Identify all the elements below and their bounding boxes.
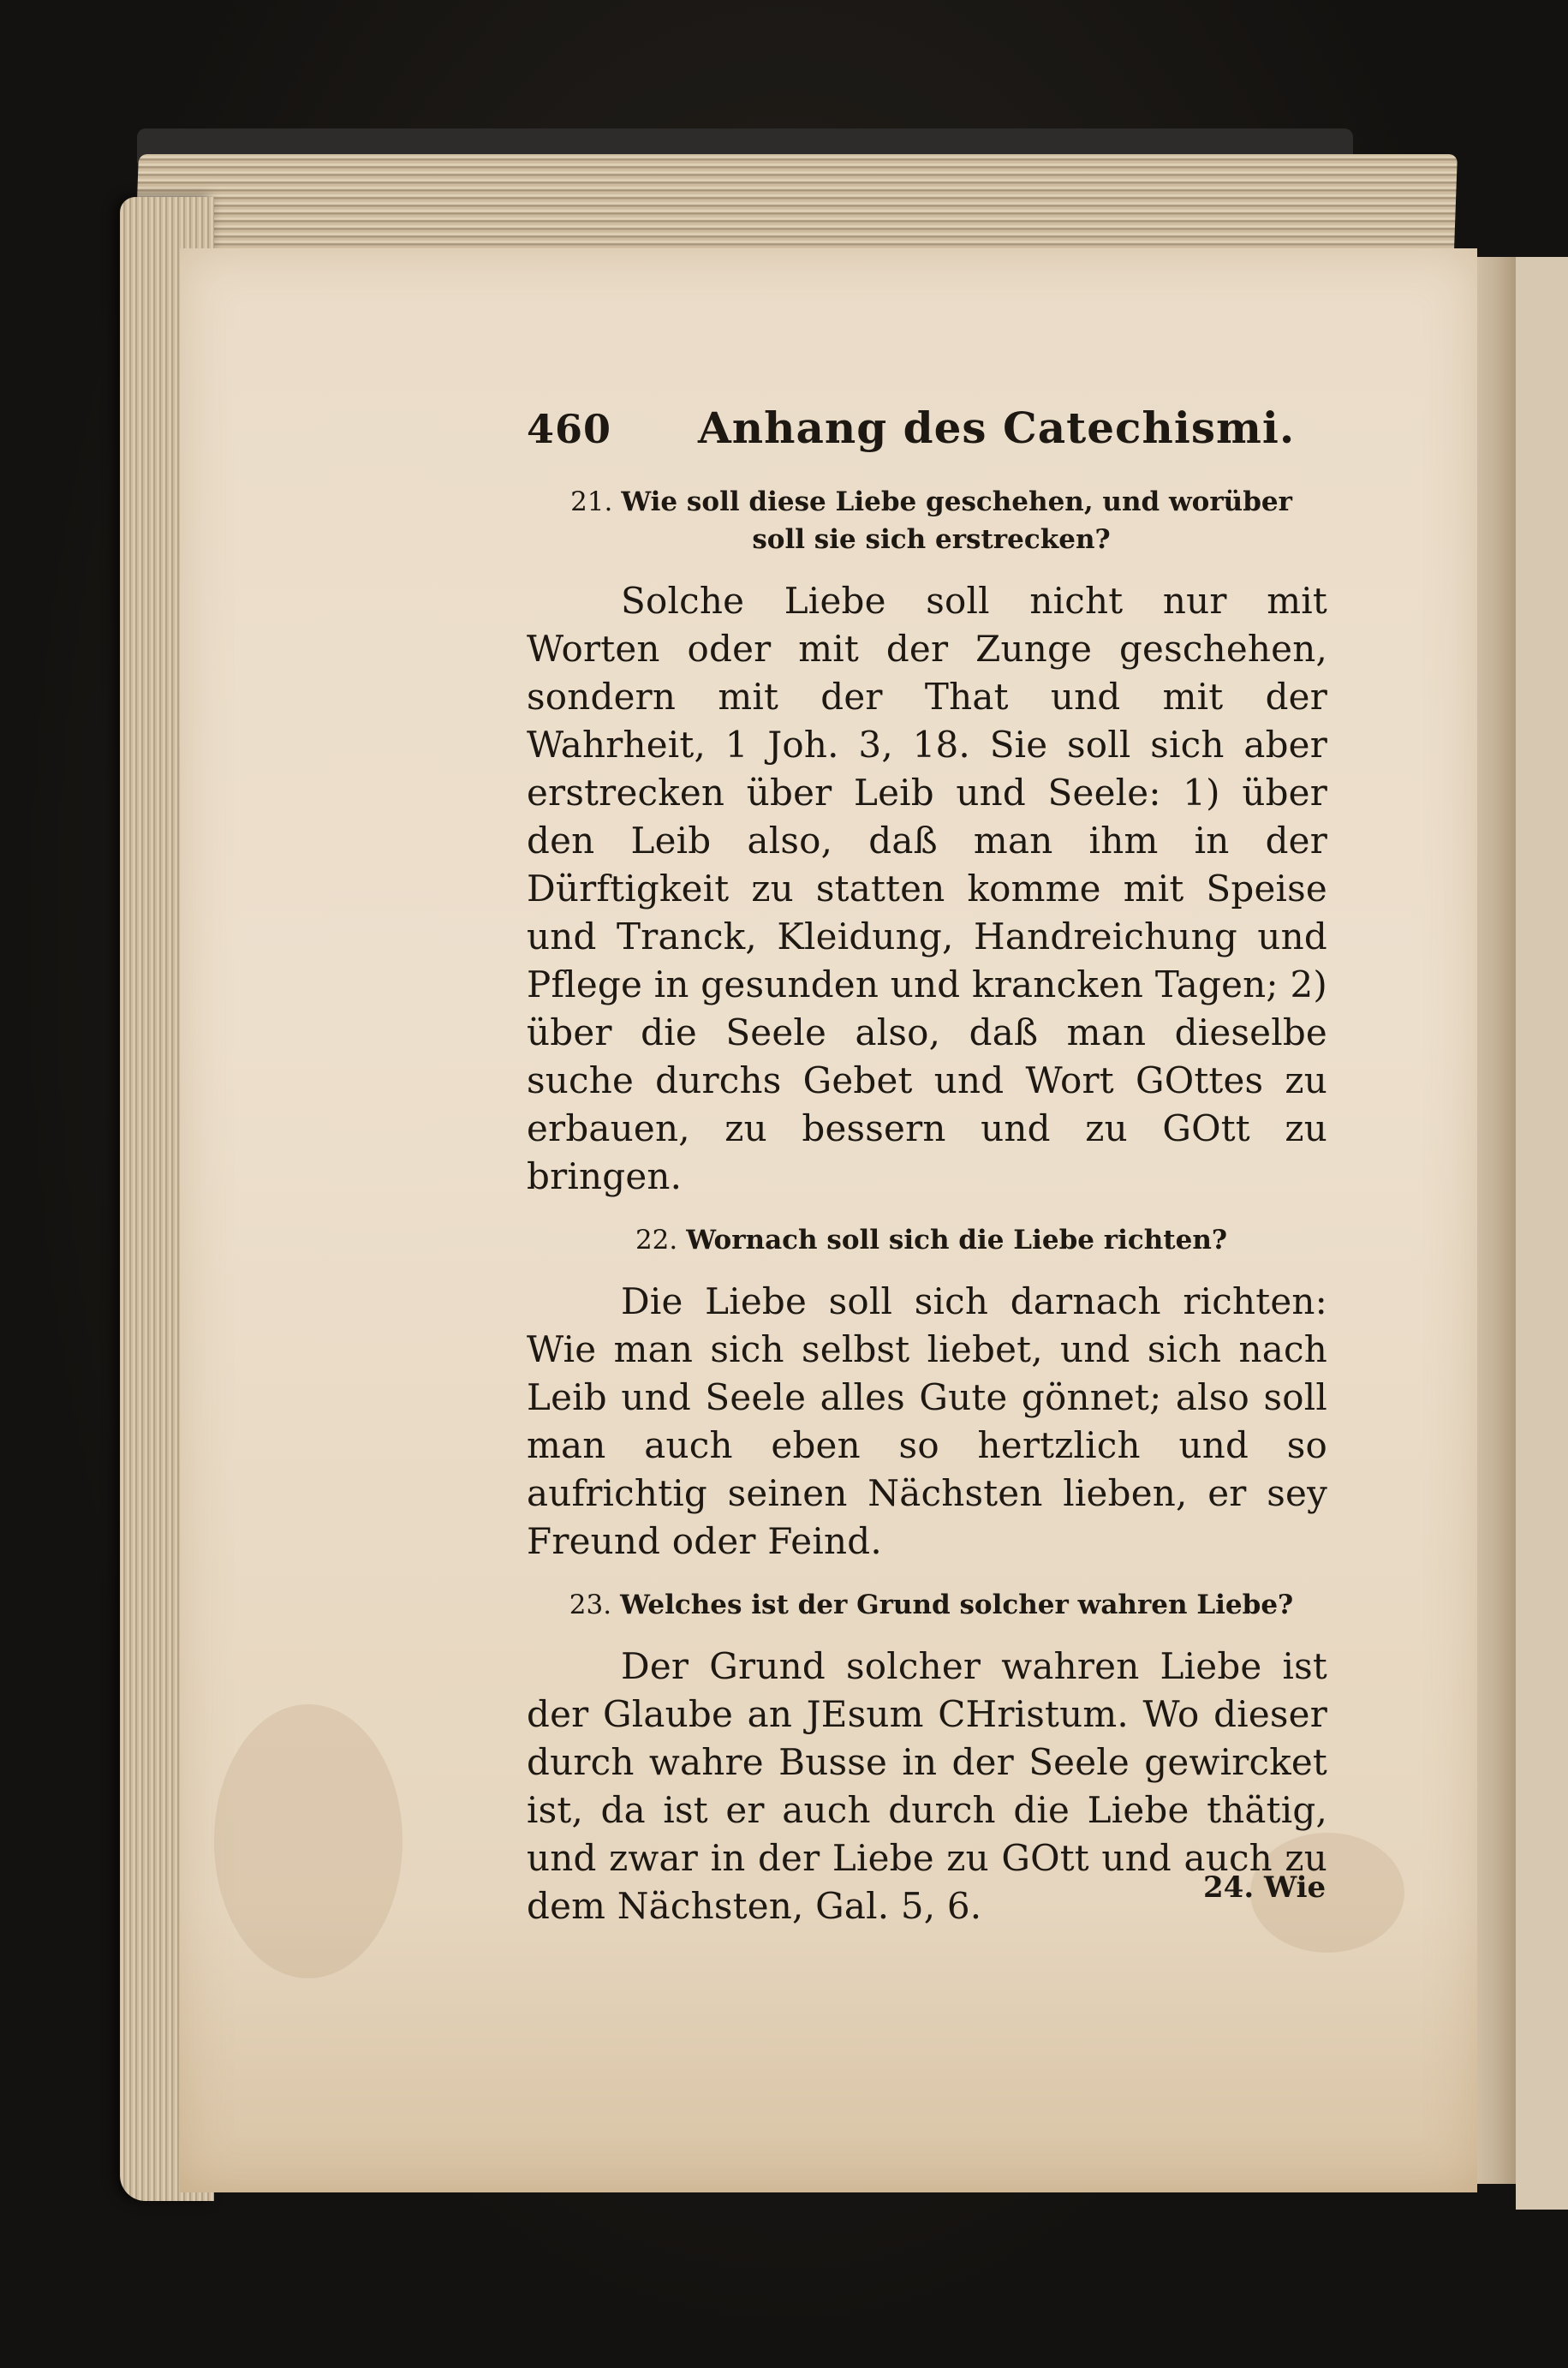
question-text: Welches ist der Grund solcher wahren Liebe? [620, 1590, 1294, 1620]
answer-text: Solche Liebe soll nicht nur mit Worten oder mit der Zunge geschehen, sondern mit der That und mit der Wahrheit, 1 Joh. 3, 18. Sie soll sich aber erstrecken über Leib und Seele: 1) über den Leib also, daß man ihm in der Dürftigkeit zu statten komme mit Speise und Tranck, Kleidung, Handreichung und Pflege in gesunden und krancken Tagen; 2) über die Seele also, daß man dieselbe suche durchs Gebet und Wort GOttes zu erbauen, zu bessern und zu GOtt zu bringen. [527, 580, 1327, 1197]
question-number: 22. [635, 1225, 678, 1256]
question [527, 1586, 1327, 1624]
question [527, 483, 1327, 558]
section-22 [527, 1221, 1327, 1566]
page-stack-top [135, 154, 1458, 248]
facing-page-edge [1516, 257, 1568, 2210]
paper-stain [214, 1704, 402, 1978]
answer-text: Die Liebe soll sich darnach richten: Wie man sich selbst liebet, und sich nach Leib und Seele alles Gute gönnet; also soll man auch eben so hertzlich und so aufrichtig seinen Nächsten lieben, er sey Freund oder Feind. [527, 1280, 1327, 1562]
answer-text: Der Grund solcher wahren Liebe ist der Glaube an JEsum CHristum. Wo dieser durch wahre Busse in der Seele gewircket ist, da ist er auch durch die Liebe thätig, und zwar in der Liebe zu GOtt und auch zu dem Nächsten, Gal. 5, 6. [527, 1645, 1327, 1927]
question-text: Wornach soll sich die Liebe richten? [686, 1225, 1228, 1256]
question-text: Wie soll diese Liebe geschehen, und worüber soll sie sich erstrecken? [621, 486, 1292, 555]
question [527, 1221, 1327, 1259]
question-number: 21. [570, 486, 613, 517]
section-21 [527, 483, 1327, 1201]
running-head-title: Anhang des Catechismi. [698, 403, 1296, 453]
catchword: 24. Wie [1203, 1870, 1327, 1905]
page-text [527, 403, 1327, 1930]
running-head [527, 403, 1327, 462]
page-number: 460 [527, 406, 612, 452]
question-number: 23. [569, 1590, 612, 1620]
